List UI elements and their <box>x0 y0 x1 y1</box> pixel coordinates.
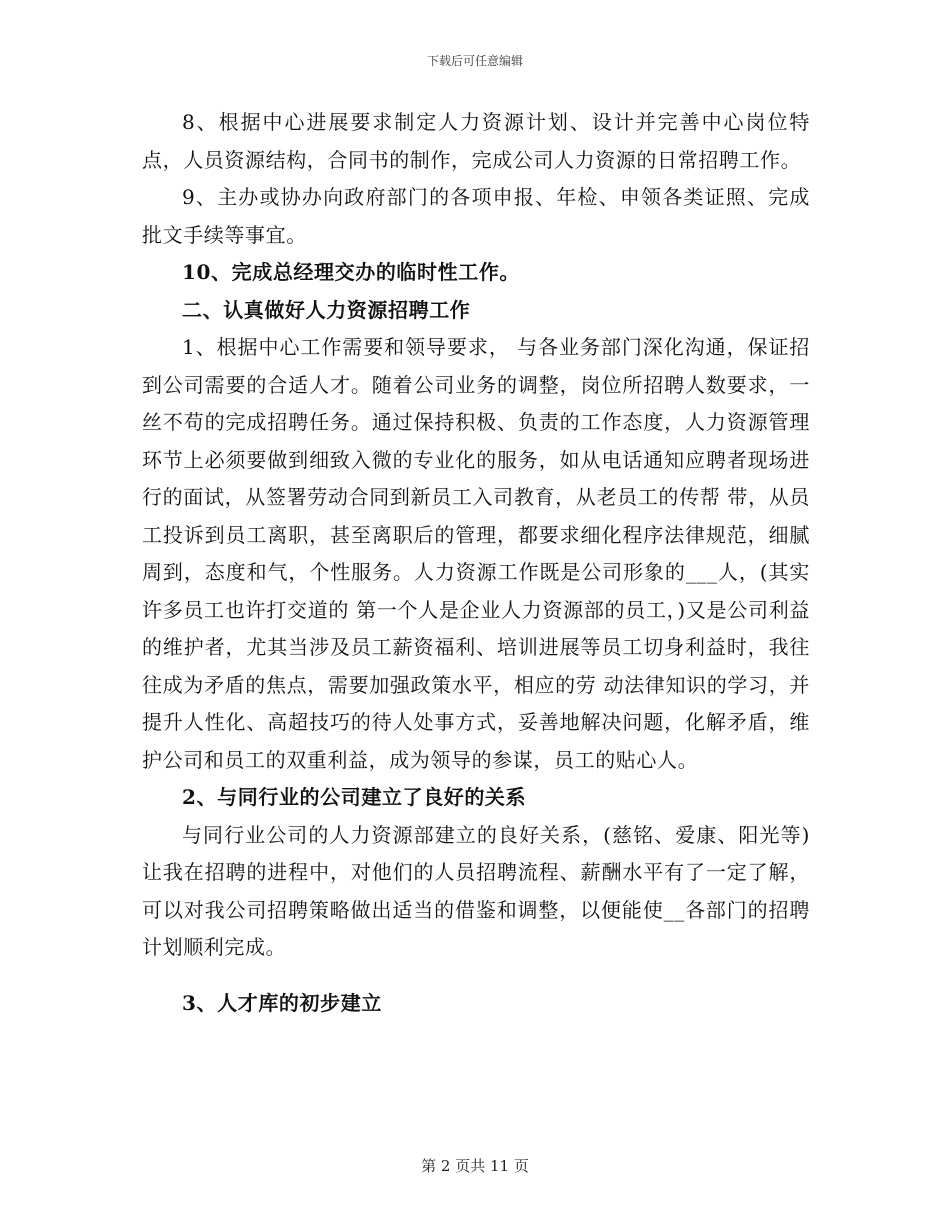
subheading-talent-pool: 3、人才库的初步建立 <box>182 990 382 1015</box>
page-footer: 第 2 页共 11 页 <box>421 1157 529 1175</box>
document-body <box>142 104 810 1022</box>
paragraph-recruitment-1: 1、根据中心工作需要和领导要求， 与各业务部门深化沟通，保证招到公司需要的合适人才。随着公司业务的调整，岗位所招聘人数要求，一丝不苟的完成招聘任务。通过保持积极、负责的工作态度，人力资源管理环节上必须要做到细致入微的专业化的服务，如从电话通知应聘者现场进行的面试，从签署劳动合同到新员工入司教育，从老员工的传帮 带，从员工投诉到员工离职，甚至离职后的管理，都要求细化程序法律规范，细腻周到，态度和气，个性服务。人力资源工作既是公司形象的___人，(其实许多员工也许打交道的 第一个人是企业人力资源部的员工，)又是公司利益的维护者，尤其当涉及员工薪资福利、培训进展等员工切身利益时，我往往成为矛盾的焦点，需要加强政策水平，相应的劳 动法律知识的学习，并提升人性化、高超技巧的待人处事方式，妥善地解决问题，化解矛盾，维护公司和员工的双重利益，成为领导的参谋，员工的贴心人。 <box>142 335 810 772</box>
section-heading-recruitment: 二、认真做好人力资源招聘工作 <box>182 297 471 322</box>
paragraph-industry-relations: 与同行业公司的人力资源部建立的良好关系，(慈铭、爱康、阳光等)让我在招聘的进程中，对他们的人员招聘流程、薪酬水平有了一定了解，可以对我公司招聘策略做出适当的借鉴和调整，以便能使__各部门的招聘计划顺利完成。 <box>142 822 810 959</box>
paragraph-item-8: 8、根据中心进展要求制定人力资源计划、设计并完善中心岗位特点，人员资源结构，合同书的制作，完成公司人力资源的日常招聘工作。 <box>142 110 810 172</box>
paragraph-item-10-heading: 10、完成总经理交办的临时性工作。 <box>182 260 521 284</box>
subheading-industry-relations: 2、与同行业的公司建立了良好的关系 <box>182 785 527 809</box>
page-header: 下载后可任意编辑 <box>426 54 523 68</box>
paragraph-item-9: 9、主办或协办向政府部门的各项申报、年检、申领各类证照、完成批文手续等事宜。 <box>142 185 810 247</box>
